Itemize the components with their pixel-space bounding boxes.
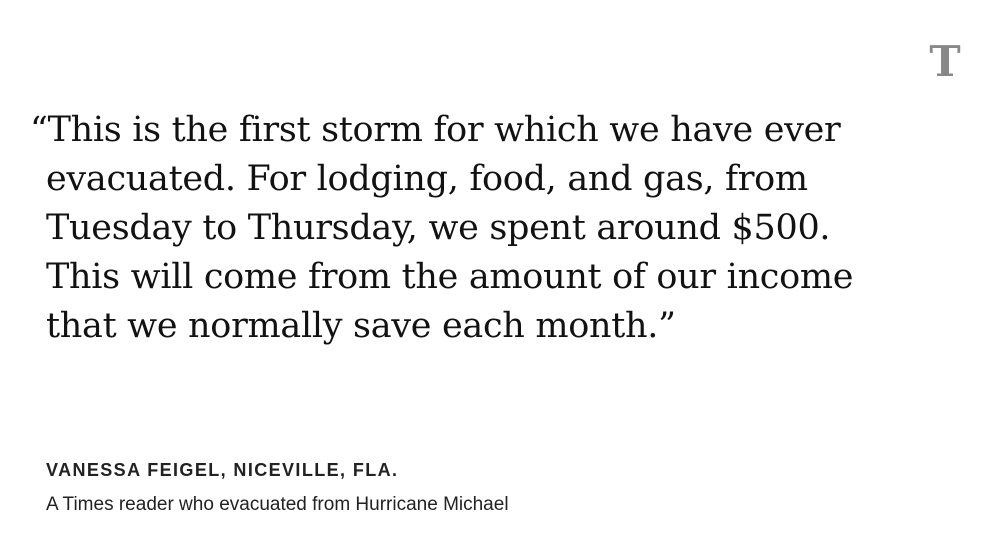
nyt-logo-glyph: T <box>929 38 961 84</box>
quote-line-1: “This is the first storm for which we have ever <box>30 110 841 150</box>
quote-line-2: evacuated. For lodging, food, and gas, from <box>46 159 808 199</box>
quote-line-5: that we normally save each month.” <box>46 306 676 346</box>
nyt-t-logo-icon <box>924 38 966 84</box>
quote-line-4: This will come from the amount of our income <box>46 257 854 297</box>
attribution-name: VANESSA FEIGEL, NICEVILLE, FLA. <box>46 460 399 480</box>
attribution <box>46 458 846 518</box>
pull-quote <box>30 106 930 351</box>
quote-line-3: Tuesday to Thursday, we spent around $500. <box>46 208 831 248</box>
attribution-descriptor: A Times reader who evacuated from Hurricane Michael <box>46 494 509 515</box>
